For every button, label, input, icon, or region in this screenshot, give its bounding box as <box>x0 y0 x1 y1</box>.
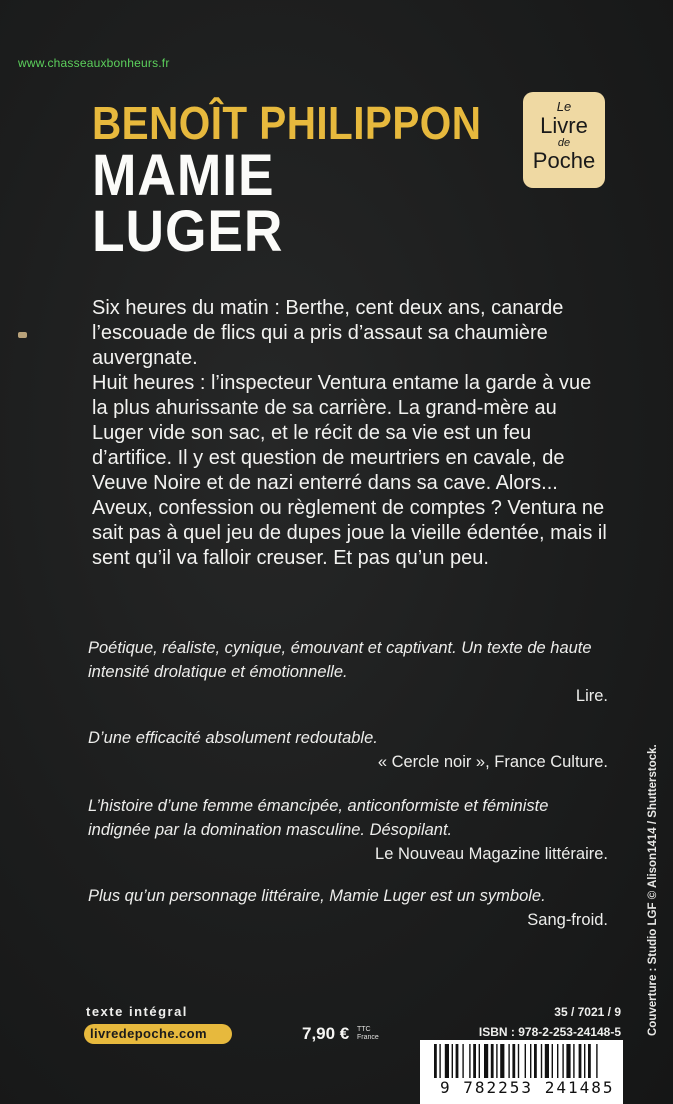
price-note <box>357 1026 379 1042</box>
price: 7,90 € <box>302 1024 350 1043</box>
barcode-bar <box>534 1044 537 1078</box>
publisher-logo <box>523 92 605 188</box>
price-country: France <box>357 1034 379 1041</box>
quote-text: Poétique, réaliste, cynique, émouvant et captivant. Un texte de haute intensité drolatique et émotionnelle. <box>88 639 592 681</box>
blurb-paragraph-2: Huit heures : l’inspecteur Ventura entame la garde à vue la plus ahurissante de sa carrière. La grand-mère au Luger vide son sac, et le récit de sa vie est un feu d’artifice. Il y est question de meurtriers en cavale, de Veuve Noire et de nazi enterré dans sa cave. Alors... Aveux, confession ou règlement de comptes ? Ventura ne sait pas à quel jeu de dupes joue la vieille édentée, mais il sent qu’il va falloir creuser. Et pas qu’un peu. <box>92 372 607 569</box>
barcode-bar <box>445 1044 449 1078</box>
title-line-1: MAMIE <box>92 143 275 208</box>
barcode-bar <box>439 1044 440 1078</box>
logo-poche: Poche <box>532 148 596 173</box>
quote-source: Lire. <box>575 687 608 705</box>
barcode-bar <box>584 1044 585 1078</box>
barcode-bar <box>484 1044 488 1078</box>
barcode-bar <box>541 1044 542 1078</box>
barcode-bar <box>512 1044 515 1078</box>
author-name: BENOÎT PHILIPPON <box>92 97 482 149</box>
barcode-bar <box>545 1044 549 1078</box>
barcode-bar <box>496 1044 497 1078</box>
book-title <box>92 143 284 264</box>
review-quote <box>88 636 608 708</box>
barcode-bars <box>434 1044 614 1078</box>
barcode-bar <box>508 1044 509 1078</box>
review-quote <box>88 726 608 774</box>
barcode-bar <box>530 1044 531 1078</box>
blurb-paragraph-1: Six heures du matin : Berthe, cent deux ans, canarde l’escouade de flics qui a pris d’assaut sa chaumière auvergnate. <box>92 297 564 369</box>
barcode-bar <box>500 1044 504 1078</box>
title-line-2: LUGER <box>92 199 284 264</box>
barcode-bar <box>456 1044 459 1078</box>
dust-speck <box>18 332 27 338</box>
quote-source: Le Nouveau Magazine littéraire. <box>375 845 608 863</box>
price-ttc: TTC <box>357 1026 371 1033</box>
barcode-bar <box>596 1044 597 1078</box>
barcode-bar <box>462 1044 463 1078</box>
barcode-bar <box>557 1044 558 1078</box>
watermark-site-url: www.chasseauxbonheurs.fr <box>18 56 170 70</box>
barcode-bar <box>566 1044 570 1078</box>
publisher-website: livredepoche.com <box>84 1024 232 1044</box>
barcode-bar <box>469 1044 470 1078</box>
catalog-code: 35 / 7021 / 9 <box>554 1005 621 1019</box>
barcode-bar <box>552 1044 553 1078</box>
barcode-bar <box>479 1044 480 1078</box>
isbn: ISBN : 978-2-253-24148-5 <box>478 1025 621 1039</box>
barcode-bar <box>473 1044 476 1078</box>
quote-text: L’histoire d’une femme émancipée, anticonformiste et féministe indignée par la domination masculine. Désopilant. <box>88 797 549 839</box>
barcode-bar <box>525 1044 526 1078</box>
barcode-bar <box>579 1044 582 1078</box>
barcode-bar <box>562 1044 563 1078</box>
barcode-bar <box>491 1044 494 1078</box>
barcode-digits: 9 782253 241485 <box>440 1078 615 1097</box>
quote-source: Sang-froid. <box>527 911 608 929</box>
barcode-bar <box>573 1044 574 1078</box>
quote-text: D’une efficacité absolument redoutable. <box>88 729 378 747</box>
logo-livre: Livre <box>540 113 588 138</box>
review-quote <box>88 794 608 866</box>
barcode-bar <box>434 1044 437 1078</box>
logo-de: de <box>557 137 571 149</box>
blurb <box>92 296 612 571</box>
quote-source: « Cercle noir », France Culture. <box>377 753 608 771</box>
texte-integral-label: texte intégral <box>86 1004 188 1019</box>
barcode-bar <box>452 1044 453 1078</box>
barcode-bar <box>518 1044 519 1078</box>
barcode-bar <box>588 1044 591 1078</box>
cover-credit: Couverture : Studio LGF © Alison1414 / Shutterstock. <box>647 744 659 1036</box>
logo-le: Le <box>556 99 572 114</box>
quote-text: Plus qu’un personnage littéraire, Mamie Luger est un symbole. <box>88 887 546 905</box>
barcode <box>420 1040 623 1104</box>
review-quote <box>88 884 608 932</box>
